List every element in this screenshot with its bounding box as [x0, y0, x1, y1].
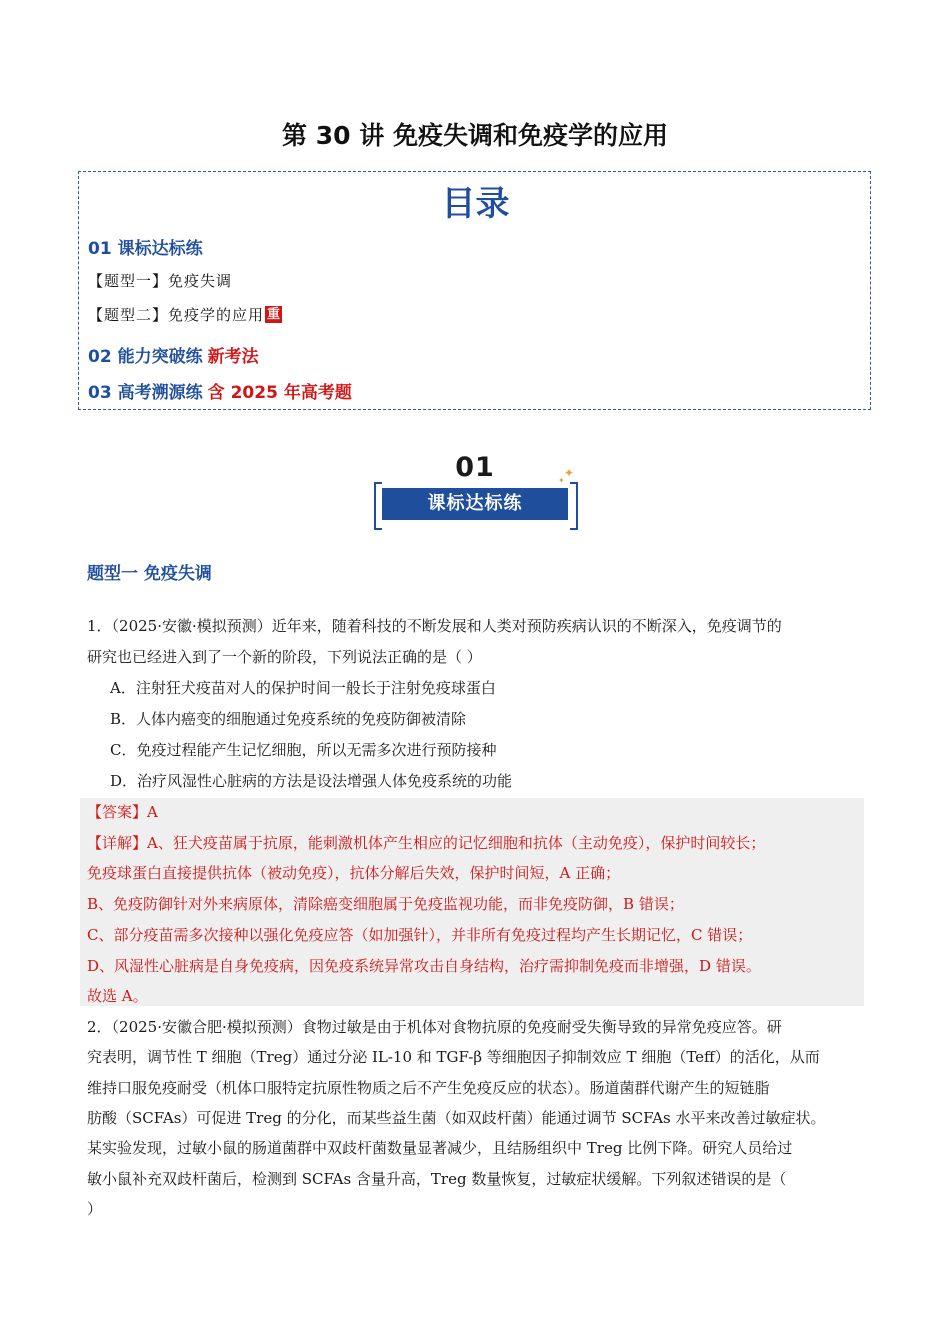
option-a: A．注射狂犬疫苗对人的保护时间一般长于注射免疫球蛋白 [110, 679, 496, 697]
answer-line: 【答案】A [87, 803, 158, 821]
explanation-line: C、部分疫苗需多次接种以强化免疫应答（如加强针），并非所有免疫过程均产生长期记忆，C 错误； [87, 926, 753, 944]
question-1-stem-line: 1．（2025·安徽·模拟预测）近年来，随着科技的不断发展和人类对预防疾病认识的不断深入，免疫调节的 [87, 617, 782, 635]
question-2-line: 2．（2025·安徽合肥·模拟预测）食物过敏是由于机体对食物抗原的免疫耐受失衡导致的异常免疫应答。研 [87, 1018, 782, 1036]
question-2-line: 某实验发现，过敏小鼠的肠道菌群中双歧杆菌数量显著减少，且结肠组织中 Treg 比例下降。研究人员给过 [87, 1139, 793, 1157]
page-title: 第 30 讲 免疫失调和免疫学的应用 [282, 121, 668, 150]
section-heading: 题型一 免疫失调 [87, 564, 212, 584]
question-2-line: ） [87, 1200, 103, 1218]
banner-label: 课标达标练 [427, 493, 523, 514]
explanation-line: D、风湿性心脏病是自身免疫病，因免疫系统异常攻击自身结构，治疗需抑制免疫而非增强，D 错误。 [87, 957, 761, 975]
toc-subitem-label: 【题型二】免疫学的应用 [88, 306, 265, 324]
toc-subitem-label: 【题型一】免疫失调 [88, 272, 233, 290]
question-2-line: 究表明，调节性 T 细胞（Treg）通过分泌 IL-10 和 TGF-β 等细胞因子抑制效应 T 细胞（Teff）的活化，从而 [87, 1048, 820, 1066]
toc-item-02[interactable] [88, 342, 259, 367]
question-1-stem-line: 研究也已经进入到了一个新的阶段，下列说法正确的是（ ） [87, 648, 482, 666]
question-2-line: 维持口服免疫耐受（机体口服特定抗原性物质之后不产生免疫反应的状态）。肠道菌群代谢产生的短链脂 [87, 1079, 770, 1097]
section-banner [372, 452, 578, 528]
toc-item-01[interactable] [88, 234, 203, 259]
sparkle-icon: ✦ [558, 476, 565, 485]
toc-section-tag: 含 2025 年高考题 [207, 383, 352, 403]
table-of-contents [78, 171, 871, 410]
toc-section-label: 02 能力突破练 [88, 347, 203, 367]
toc-item-type1[interactable] [88, 270, 232, 291]
toc-heading: 目录 [441, 184, 510, 224]
toc-item-03[interactable] [88, 378, 352, 403]
key-badge: 重 [267, 307, 281, 322]
toc-section-label: 01 课标达标练 [88, 239, 203, 259]
toc-section-label: 03 高考溯源练 [88, 383, 203, 403]
option-b: B．人体内癌变的细胞通过免疫系统的免疫防御被清除 [110, 710, 467, 728]
option-d: D．治疗风湿性心脏病的方法是设法增强人体免疫系统的功能 [110, 772, 513, 790]
banner-bracket-left [374, 482, 382, 530]
option-c: C．免疫过程能产生记忆细胞，所以无需多次进行预防接种 [110, 741, 497, 759]
toc-item-type2[interactable] [88, 304, 282, 325]
question-2-line: 肪酸（SCFAs）可促进 Treg 的分化，而某些益生菌（如双歧杆菌）能通过调节 SCFAs 水平来改善过敏症状。 [87, 1109, 826, 1127]
banner-bracket-right [570, 482, 578, 530]
question-2-line: 敏小鼠补充双歧杆菌后，检测到 SCFAs 含量升高，Treg 数量恢复，过敏症状缓解。下列叙述错误的是（ [87, 1170, 787, 1188]
explanation-line: 免疫球蛋白直接提供抗体（被动免疫），抗体分解后失效，保护时间短，A 正确； [87, 864, 621, 882]
explanation-line: B、免疫防御针对外来病原体，清除癌变细胞属于免疫监视功能，而非免疫防御，B 错误； [87, 895, 684, 913]
explanation-line: 【详解】A、狂犬疫苗属于抗原，能刺激机体产生相应的记忆细胞和抗体（主动免疫），保护时间较长； [87, 834, 766, 852]
explanation-line: 故选 A。 [87, 987, 148, 1005]
sparkle-icon: ✦ [564, 466, 575, 480]
banner-number: 01 [455, 452, 495, 483]
toc-section-tag: 新考法 [207, 347, 259, 367]
